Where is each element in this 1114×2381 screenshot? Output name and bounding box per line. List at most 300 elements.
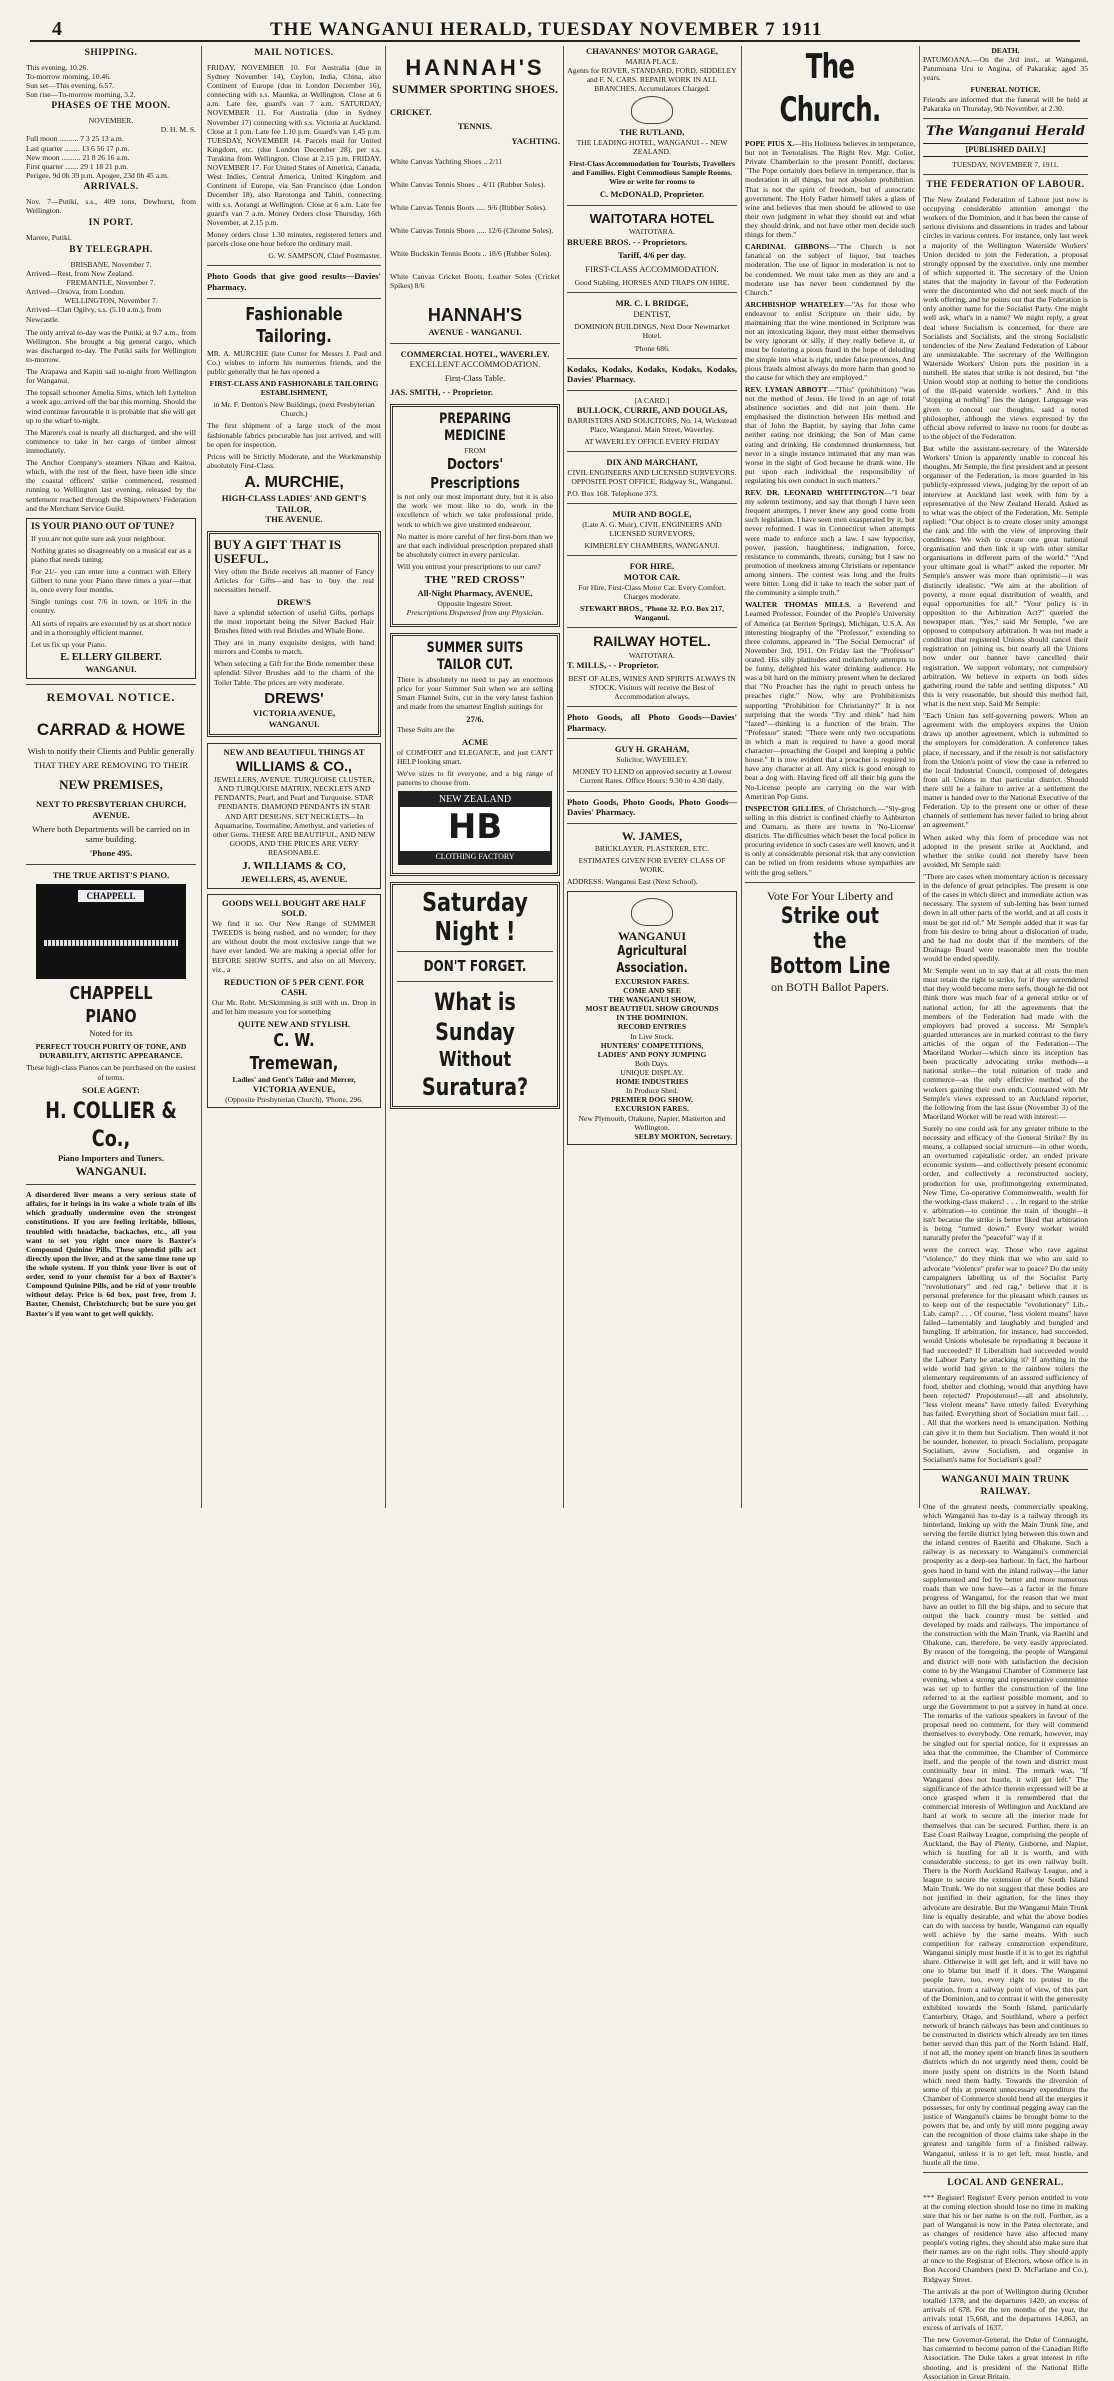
hannah-item: White Buckskin Tennis Boots .. 18/6 (Rubber Soles).	[390, 249, 552, 259]
entry-name: REV. DR. LEONARD WHITTINGTON	[745, 488, 885, 498]
entry-name: POPE PIUS X.	[745, 139, 795, 148]
divider	[390, 343, 560, 344]
ad-advertiser: E. ELLERY GILBERT.	[60, 651, 162, 663]
drews-address: VICTORIA AVENUE,	[252, 708, 336, 719]
piano-tuning-ad	[26, 518, 196, 679]
labour-paragraph: Mr Semple went on to say that at all costs the men must retain the right to strike, for if they surrendered that they would become mere serfs, though he did not think there was much fear of a general strike or of national action, for all the agreements that the members of the Federation had made with the employers had proved a success. Mr Semple's guarded utterances are in marked contrast to the fiery articles of the organ of the Federation—The Maoriland Worker—which since its inception has been practically advocating strike methods—a national strike—the total ruination of trade and commerce—as the only effective method of the workers gaining their own ends. Contrasted with Mr Semple's views expressed to an Auckland reporter, the following from the last issue (November 3) of the Maoriland Worker will be read with interest:—	[923, 966, 1088, 1121]
entry-name: INSPECTOR GILLIES	[745, 803, 824, 813]
suratura-line: Without	[438, 1047, 512, 1072]
telegraph-line: WELLINGTON, November 7.	[64, 296, 158, 306]
removal-text: Where both Departments will be carried on in same building.	[32, 823, 190, 845]
funeral-text: Friends are informed that the funeral will be held at Pakaraka on Thursday, 9th November, at 2.30.	[923, 94, 1088, 113]
tremewan-sub: Ladies' and Gent's Tailor and Mercer,	[232, 1075, 356, 1085]
telegraph-line: Arrived—Rest, from New Zealand.	[26, 269, 134, 279]
shipping-paragraph: The Anchor Company's steamers Nikau and Kaitoa, which, with the rest of the fleet, have been idle since the coastal officers' strike commenced, resumed running to Wellington last evening, released by the settlement reached through the Shipowners' Federation and the Merchant Service Guild.	[26, 458, 196, 513]
tailoring-text: FIRST-CLASS AND FASHIONABLE TAILORING ESTABLISHMENT,	[209, 378, 379, 398]
dix-text: P.O. Box 168. Telephone 373.	[567, 489, 658, 499]
entry-name: WALTER THOMAS MILLS	[745, 600, 850, 610]
drews-name: DREWS'	[264, 689, 324, 707]
collier-sub: Piano Importers and Tuners.	[57, 1153, 164, 1164]
agri-item: In Live Stock.	[630, 1031, 674, 1041]
hire-text: For Hire, First-Class Motor Car. Every Comfort. Charges moderate.	[578, 582, 726, 601]
column-4	[567, 46, 737, 1508]
removal-heading: REMOVAL NOTICE.	[46, 690, 176, 705]
moon-subheading: NOVEMBER.	[88, 116, 134, 126]
rutland-text: First-Class Accommodation for Tourists, Travellers and Families. Eight Commodious Sample Rooms. Wire or write for rooms to	[569, 159, 735, 187]
bridge-name: MR. C. I. BRIDGE,	[615, 297, 689, 308]
moon-row: Last quarter ........ 13 6 56 17 p.m.	[26, 143, 130, 153]
bullock-text: BARRISTERS AND SOLICITORS, No. 14, Wickstead Place, Wanganui. Main Street, Waverley.	[567, 415, 737, 435]
chappell-text: Noted for its	[89, 1028, 133, 1039]
graham-name: GUY H. GRAHAM,	[614, 744, 690, 755]
church-entry	[745, 488, 915, 597]
piano-illustration	[36, 884, 186, 979]
agri-name: WANGANUI	[617, 929, 686, 944]
murchie-name: A. MURCHIE,	[244, 473, 344, 491]
hannah-name: HANNAH'S	[427, 305, 523, 326]
divider	[567, 390, 737, 391]
moon-table	[26, 134, 196, 180]
graham-text: MONEY TO LEND on approved security at Lowest Current Rates. Office Hours: 9.30 to 4.30 daily.	[572, 767, 732, 786]
local-paragraph: The new Governor-General, the Duke of Connaught, has consented to become patron of the Canadian Rifle Association. The Duke takes a great interest in rifle shooting, and is president of the National Rifle Association in Great Britain.	[923, 2335, 1088, 2381]
medicine-sub: Doctors' Prescriptions	[430, 454, 520, 492]
column-5	[745, 46, 915, 1508]
ad-heading: IS YOUR PIANO OUT OF TUNE?	[31, 521, 175, 532]
agri-item: COME AND SEE	[623, 986, 681, 996]
piano-keys	[44, 940, 178, 946]
vote-line: Vote For Your Liberty and	[766, 888, 894, 903]
hb-logo-letters: HB	[447, 807, 503, 848]
commercial-text: First-Class Table.	[444, 373, 506, 384]
shipping-paragraph: The Arapawa and Kapiti sail to-night from Wellington for Wanganui.	[26, 367, 196, 386]
gift-text: They are in many exquisite designs, with hand mirrors and Combs to match.	[214, 638, 374, 657]
kodaks-ad: Kodaks, Kodaks, Kodaks, Kodaks, Kodaks, Davies' Pharmacy.	[567, 363, 737, 385]
waitotara-proprietor: BRUERE BROS. - - Proprietors.	[567, 236, 688, 247]
graham-text: Solicitor, WAVERLEY.	[616, 755, 688, 765]
bullock-name: BULLOCK, CURRIE, AND DOUGLAS,	[576, 405, 728, 416]
hannah-category: YACHTING.	[511, 135, 560, 146]
column-2	[207, 46, 381, 1508]
church-entry	[745, 804, 915, 877]
collier-name: H. COLLIER & Co.,	[45, 1099, 177, 1152]
column-6	[923, 46, 1088, 2381]
moon-row: Perigee, 9d 0h 39 p.m. Apogee, 23d 0h 45 a.m.	[26, 170, 169, 180]
chappell-agent: SOLE AGENT:	[82, 1084, 140, 1095]
divider	[207, 298, 381, 299]
divider	[26, 684, 196, 685]
muir-name: MUIR AND BOGLE,	[612, 509, 692, 520]
murchie-address: THE AVENUE.	[265, 514, 323, 525]
labour-paragraph: But while the assistant-secretary of the Waterside Workers' Union is apparently unable to conceal his thoughts, Mr Semple, the first president and at present organiser of the Federation, is more guarded in his publicly-expressed views, judging by the report of an interview at Auckland last week with him by a representative of the New Zealand Herald. Asked as to what was the object of the Federation, Mr. Semple replied: "Our object is to create closer unity amongst the rank and file with the view of improving their conditions. We wish to create one great national organisation and then link it up with other similar organisations in different parts of the world." "And your ultimate goal is what?" asked the reporter. Mr Semple's answer was more than optimistic—it was distinctly idealistic. "We aim at the abolition of poverty, a more equal distribution of wealth, and equal opportunities for all." "Your policy is in opposition to the Arbitration Act?" queried the newspaper man. "Yes," said Mr Semple, "we are opposed to compulsory arbitration. It was not made a condition that registered Unions should cancel their registration on joining us, but nearly all the Unions now under our banner have cancelled their registration. We support voluntary, not compulsory arbitration. We believe in experts on both sides gathering round the table and settling disputes." All this is very reasonable, but should this method fail, what is the next step. Said Mr Semple:	[923, 443, 1088, 709]
church-heading: The Church.	[779, 47, 881, 130]
divider	[923, 1469, 1088, 1470]
column-rule	[741, 46, 742, 1508]
railway-text: WAITOTARA.	[628, 650, 676, 660]
church-entry	[745, 385, 915, 485]
mail-signature: G. W. SAMPSON, Chief Postmaster.	[268, 251, 381, 261]
suratura-line: What is	[434, 988, 516, 1017]
telegraph-line: Arrived—Orsova, from London.	[26, 287, 126, 297]
rutland-proprietor: C. McDONALD, Proprietor.	[599, 189, 705, 200]
bridge-phone: 'Phone 686.	[634, 343, 670, 353]
suratura-line: Saturday	[422, 888, 528, 919]
rutland-name: THE RUTLAND,	[619, 127, 685, 138]
divider	[26, 864, 196, 865]
agri-item: EXCURSION FARES.	[615, 976, 689, 986]
tailoring-text: MR. A. MURCHIE (late Cutter for Messrs J. Paul and Co.) wishes to inform his numerous friends, and the public generally that he has opened a	[207, 348, 381, 376]
published-daily: [PUBLISHED DAILY.]	[923, 143, 1088, 157]
inport-text: Marere, Putiki.	[26, 232, 72, 242]
bridge-text: DOMINION BUILDINGS, Next Door Newmarket Hotel.	[574, 322, 730, 341]
redcross-name: THE "RED CROSS"	[424, 574, 526, 587]
moon-row: New moon .......... 21 8 26 16 a.m.	[26, 152, 130, 162]
photo-goods-ad: Photo Goods, Photo Goods, Photo Goods—Davies' Pharmacy.	[567, 796, 737, 818]
tide-line: To-morrow morning, 10.46.	[26, 71, 111, 81]
tailoring-text: The first shipment of a large stock of the most fashionable fabrics procurable has just arrived, and will be open for inspection.	[207, 421, 381, 449]
royal-crest-icon	[631, 96, 673, 124]
ad-text: If you are not quite sure ask your neighbour.	[31, 533, 166, 543]
suratura-line: DON'T FORGET.	[423, 957, 527, 976]
rutland-text: THE LEADING HOTEL, WANGANUI - - NEW ZEALAND.	[576, 137, 728, 157]
gift-text: Very often the Bride receives all manner of Fancy Articles for Gifts—and has to buy the real necessities herself.	[214, 566, 374, 594]
divider	[567, 555, 737, 556]
removal-premises: NEW PREMISES,	[59, 776, 163, 792]
williams-heading: NEW AND BEAUTIFUL THINGS AT	[223, 746, 365, 757]
church-entry	[745, 600, 915, 800]
drews-town: WANGANUI.	[268, 719, 320, 730]
tremewan-heading: GOODS WELL BOUGHT ARE HALF SOLD.	[222, 897, 366, 919]
suits-text: These Suits are the	[397, 725, 455, 734]
funeral-heading: FUNERAL NOTICE.	[970, 85, 1041, 95]
newspaper-title: THE WANGANUI HERALD, TUESDAY NOVEMBER 7 1911	[270, 19, 823, 40]
suits-price: 27/6.	[466, 714, 484, 725]
chavannes-heading: CHAVANNES' MOTOR GARAGE,	[585, 46, 719, 56]
dateline: TUESDAY, NOVEMBER 7, 1911.	[952, 160, 1059, 170]
entry-text: , a Reverend and Learned Professor, Founder of the People's University of America (at Berrien Springs), Michigan, U.S.A. An interesting biography of the "Professor," extending to three columns, appeared in "The Social Democrat" of November 3rd, 1911. On Friday last the "Professor" orated. His silly platitudes and melancholy attempts to be funny, delighted his water drinking audience. He was a bit hard on the ministry present when he declared that "No Preacher has the right to preach unless he preaches right." Now, why are Prohibitionists supporting "Prohibition for Christianity?" It is not surprising that the words "Try and think" had him "fazed"—thinking is a function of the brain. The "Professor" stated: "There were only two occupations in which a man is required to have a good moral character—preaching the Gospel and keeping a public house." It is now evident that a preacher is required to have any character at all. Any stick is good enough to beat a dog with. Having fired off all their big guns the No-License people are carrying on the war with American Pop Guns.	[745, 600, 916, 801]
divider	[923, 118, 1088, 119]
agri-item: UNIQUE DISPLAY.	[620, 1068, 684, 1078]
divider	[923, 174, 1088, 175]
death-text: PATUMOANA.—On the 3rd inst., at Wanganui, Patumoana Uru te Angina, of Pakaraka; aged 35 years.	[923, 55, 1088, 83]
bullock-card: [A CARD.]	[634, 396, 670, 406]
redcross-address: Opposite Ingestre Street.	[437, 598, 513, 608]
agri-item: HUNTERS' COMPETITIONS,	[600, 1040, 704, 1050]
divider	[923, 2172, 1088, 2173]
labour-heading: THE FEDERATION OF LABOUR.	[926, 180, 1085, 191]
medicine-text: is not only our most important duty, but it is also the work we most like to do, work in the excellence of which we take professional pride, work to which we give unstinted endeavour.	[397, 492, 553, 529]
arrivals-text: Nov. 7—Putiki, s.s., 409 tons, Dewhurst, from Wellington.	[26, 196, 196, 215]
hire-text: STEWART BROS., 'Phone 32. P.O. Box 217, Wanganui.	[579, 604, 725, 623]
hannah-item: White Canvas Yachting Shoes .. 2/11	[390, 156, 503, 166]
artist-heading: THE TRUE ARTIST'S PIANO.	[52, 869, 170, 880]
suratura-line: Sunday	[435, 1018, 515, 1047]
chappell-text: PERFECT TOUCH PURITY OF TONE, AND DURABILITY, ARTISTIC APPEARANCE.	[35, 1042, 187, 1061]
hb-logo-top: NEW ZEALAND	[400, 793, 550, 807]
ad-text: For 21/- you can enter into a contract with Ellery Gilbert to tune your Piano three times a year—that is, once every four months.	[31, 566, 191, 595]
agri-item: RECORD ENTRIES	[617, 1022, 687, 1032]
entry-text: —"I bear my solemn testimony, and say that though I have seen frequent attempts, I never knew any good come from such legislation. I have seen men exasperated by it, but never reformed. I was in Connecticut when attempts were made to enforce such a law. I saw hypocrisy, power, passion, haughtiness, indignation, force, resistance to commands, threats, cursing; but I saw no promotion of meekness among Christians or repentance among sinners. The contest was long and the fruits were bitter. Long did it take to teach the sober part of the community a simple truth."	[745, 488, 916, 598]
column-rule	[201, 46, 202, 1508]
suits-text: of COMFORT and ELEGANCE, and just CAN'T HELP looking smart.	[397, 747, 553, 766]
labour-paragraph: "There are cases when momentary action is necessary in the defence of great principles. The present is one of the cases in which direct and immediate action was necessary. The system of sub-letting has been turned down in all other parts of the world, and at all costs it must be got rid of." Mr Semple added that it was far from his desire to bring about a dislocation of trade, and he had no doubt that if the members of the Drainage Board were reasonable men the trouble would be ended speedily.	[923, 871, 1088, 963]
divider	[745, 882, 915, 883]
hannah-category: CRICKET.	[390, 106, 432, 117]
removal-phone: 'Phone 495.	[89, 847, 133, 858]
suratura-ad	[390, 882, 560, 1109]
masthead	[30, 18, 1080, 42]
photo-goods-ad: Photo Goods that give good results—Davies' Pharmacy.	[207, 271, 381, 292]
james-text: BRICKLAYER, PLASTERER, ETC.	[594, 844, 710, 853]
church-entry	[745, 300, 915, 382]
bridge-text: DENTIST,	[633, 308, 671, 319]
labour-paragraph: "Each Union has self-governing powers. When an agreement with the employers expires the Union draws up another agreement, which is submitted to the employers for consideration. A conference takes place, if necessary, and if the result is not satisfactory from the Union's point of view the case is referred to the local Industrial Council, composed of delegates from all Unions in that particular district. Should there still be a failure to arrive at a settlement the matter is handed over to the National Executive of the Federation. Up to the present one or other of these channels of settlement has never failed to bring about an agreement."	[923, 711, 1088, 830]
tremewan-text: We find it so. Our New Range of SUMMER TWEEDS is being rushed, and no wonder; for they are without doubt the most exclusive range that we have ever landed. We are making a special offer for BEFORE SHOW SUITS, and also on all Mercery, viz., a	[212, 919, 376, 974]
chavannes-address: MARIA PLACE.	[625, 56, 679, 66]
entry-text: —"This" (prohibition) "was not the method of Jesus. He lived in an age of total abstinence societies and did not join them. He emphasised the distinction between His method and that of John the Baptist, by saying that John came neither eating nor drinking; the Son of Man came eating and drinking. He condemned drunkenness, but never in a single instance intimated that any man was worse in the sight of God because he drank wine. He put upon each individual the responsibility of regulating his own conduct in such matters."	[745, 384, 915, 485]
column-rule	[919, 46, 920, 1508]
redcross-footer: Prescriptions Dispensed from any Physician.	[406, 607, 544, 617]
removal-text: THAT THEY ARE REMOVING TO THEIR	[33, 760, 189, 771]
agri-item: New Plymouth, Otakune, Napier, Masterton and Wellington.	[578, 1113, 726, 1132]
page-number: 4	[52, 18, 63, 40]
muir-text: (Late A. G. Muir), CIVIL ENGINEERS AND LICENSED SURVEYORS,	[582, 520, 722, 539]
bullock-text: AT WAVERLEY OFFICE EVERY FRIDAY	[584, 437, 720, 447]
divider	[567, 738, 737, 739]
trunk-text: One of the greatest needs, commercially speaking, which Wanganui has to-day is a railway through its hinterland, linking up with the Main Trunk line, and serving the fertile district lying between this town and the inland centres of Raetihi and Ohakune. Such a railway is as necessary to Wanganui's commercial prosperity as a deep-sea harbour. In fact, the harbour goes hand in hand with the inland railway—the latter supplemented and fed by better and more numerous roads than we now have—as a factor in the future progress of Wanganui, for the reason that we must have an outlet to fill the big ships, and to secure that output the back country must be settled and developed by roads and railways. The importance of the construction with the Main Trunk, via Raetihi and Ohakune, can, therefore, be very easily appreciated. By reason of the foregoing, the people of Wanganui and district will note with satisfaction the decision come to by the Wanganui Chamber of Commerce last evening, when a strong and representative committee was set up to further the construction of the line referred to at the earliest possible moment, and to urge the Government to put a survey in hand at once. The remarks of the various speakers in favour of the proposal need no comment, for they will commend themselves to everybody. One remark, however, may be singled out for special notice, for it expresses an idea that the committee, the Chamber of Commerce itself, and the people of the town and district must continually bear in mind. The remark was, "If Wanganui does not hustle, it will get left." The significance of the advice therein expressed will be at once grasped when it is remembered that the commercial interests of Wellington and Auckland are hard at work to secure all the interior trade for themselves that can be secured. Further, there is an East Coast Railway League, comprising the people of Auckland, the Bay of Plenty, Gisborne, and Napier, which is hustling for all it is worth, and with considerable success, to get its own railway built. There is the North Auckland Railway League, and a league to secure the extension of the South Island Main Trunk. We do not suggest that these bodies are not justified in their agitation, for the lines they advocate are desirable. But the Wanganui Main Trunk line is equally desirable, and what the above bodies can do with success by hustle, Wanganui can equally well achieve by the same means. With such competition for railway construction expenditure, Wanganui simply must hustle if it is to get its rightful share. Otherwise it will get left, and it will have no one to blame but itself if it does. The Wanganui people have, too, every right to protest to the starvation, from a railway point of view, of this part of the Dominion, and to contrast it with the generosity exhibited towards the South Island, particularly Canterbury, Otago, and Southland, where a perfect network of branch railways has been and continues to be constructed in districts which already are ten times better served than this part of the North Island. Half, if not all, the money spent on branch lines in southern districts which do not urgently need them, could be more justly spent on districts in the North Island which need them badly. Towards the diversion of some of this at present unnecessary expenditure the Chamber of Commerce should bend all the energies it possesses, for only by continual pegging away can the justice of Wanganui's claims be brought home to the powers that be, and only by still more pegging away can the recognition of those claims take shape in the greatest and tangible form of a finished railway. Wanganui, unless it is to get left, must hustle, and hustle all the time.	[923, 1501, 1088, 2167]
suits-acme: ACME	[461, 737, 489, 748]
tremewan-address: (Opposite Presbyterian Church), 'Phone, 296.	[225, 1095, 363, 1104]
divider	[26, 1184, 196, 1185]
commercial-proprietor: JAS. SMITH, - - Proprietor.	[390, 386, 493, 397]
tailoring-text: Prices will be Strictly Moderate, and the Workmanship absolutely First-Class.	[207, 451, 381, 470]
inport-heading: IN PORT.	[88, 218, 134, 229]
vote-line: Strike out the	[780, 903, 880, 954]
moon-columns: D. H. M. S.	[160, 125, 196, 135]
divider	[567, 451, 737, 452]
divider	[567, 823, 737, 824]
mail-text: FRIDAY, NOVEMBER 10. For Australia (due in Sydney November 14), Ceylon, India, China, also Continent of Europe (due in London December 16), connecting with s.s. Maunka, at Wellington. Close at 6 a.m. Late fee, guard's van 7 a.m. SATURDAY, NOVEMBER 11. For Australia (due in Sydney November 17) connecting with s.s. Victoria at Auckland. Close at 1 p.m. Late fee 1.10 p.m. Guard's van 1.45 p.m. TUESDAY, NOVEMBER 14. Parcels mail for United Kingdom, etc. (due London December 28), per s.s. Turakina from Wellington. Close at 2.15 p.m. FRIDAY, NOVEMBER 17. For United States of America, Canada, West Indies, Central America, United Kingdom and Continent of Europe, via San Francisco (due London December 18), also Rarotonga and Tahiti, connecting with s.s. Aorangi at Wellington. Close at 6 a.m. Late fee guard's van 7 a.m. Money Orders close Thursday, 16th November, at 2.15 p.m.	[207, 62, 381, 227]
column-rule	[385, 46, 386, 1508]
agri-signature: SELBY MORTON, Secretary.	[634, 1131, 732, 1141]
williams-name: WILLIAMS & CO.,	[236, 757, 352, 774]
hannah-item: White Canvas Tennis Shoes .. 4/11 (Rubber Soles).	[390, 179, 546, 189]
death-heading: DEATH.	[991, 46, 1020, 55]
entry-name: CARDINAL GIBBONS	[745, 242, 829, 252]
summer-suits-ad	[390, 633, 560, 876]
suits-text: There is absolutely no need to pay an enormous price for your Summer Suit when we are selling Smart Flannel Suits, cut in the very latest fashion and made from the smartest English suitings for	[397, 674, 553, 712]
tremewan-name: C. W. Tremewan,	[249, 1030, 339, 1074]
column-3	[390, 46, 560, 1508]
entry-name: REV. LYMAN ABBOTT	[745, 384, 828, 394]
shipping-paragraph: The topsail schooner Amelia Sims, which left Lyttelton a week ago, arrived off the bar this morning. Should the wind continue favourable it is probable that she will get up to the wharf to-night.	[26, 388, 196, 425]
collier-town: WANGANUI.	[75, 1164, 147, 1179]
tailoring-heading: Fashionable Tailoring.	[245, 303, 343, 348]
hannah-item: White Canvas Tennis Boots ..... 9/6 (Rubber Soles).	[390, 202, 547, 212]
hannah-address: AVENUE - WANGANUI.	[428, 326, 522, 337]
agri-item: HOME INDUSTRIES	[615, 1077, 689, 1087]
waitotara-text: Good Stabling. HORSES AND TRAPS ON HIRE.	[574, 277, 730, 287]
tide-line: Sun set—This evening, 6.57.	[26, 81, 115, 91]
hire-heading: FOR HIRE.	[629, 561, 675, 572]
entry-text: —"The Church is not fanatical on the subject of liquor, but teaches moderation. The use of liquor in moderation is not to be condemned. We must take men as they are and a moderate use has never been condemned by the Church."	[745, 242, 915, 297]
labour-paragraph: The New Zealand Federation of Labour just now is occupying considerable attention amongst the workers of the Dominion, and it has been the cause of serious divisions and dissentions in trades and labour circles in various centres. For instance, only last week a majority of the Wellington Waterside Workers' Union decided to join the Federation, a proposal strongly opposed by the executive, only one member of which supported it. The secretary of the Union states that the majority in favour of the Federation were the discontented who did not seek much of the work offering, and he points out that the Federation is only another name for the Socialist Party. One might well ask, what's in a name? We might reply, a great deal where Socialism is concerned, for there are Socialists and Socialists, and the strong Socialistic tendencies of the New Zealand Federation of Labour are unmistakable. The secretary of the Wellington Waterside Workers' Union puts the position in a nutshell. He states that strike is not desired, but "the Union would stop at nothing to better the conditions of the ill-paid waterside workers." And in this "stopping at nothing" lies the danger. Language was given to conceal our thoughts, said a noted philosopher, although the views expressed by the official above referred to leave no room for doubt as to the object of the Federation.	[923, 195, 1088, 441]
telegraph-line: FREMANTLE, November 7.	[66, 278, 156, 288]
photo-goods-ad: Photo Goods, all Photo Goods—Davies' Pharmacy.	[567, 712, 737, 733]
labour-paragraph: When asked why this form of procedure was not adopted in the present strike at Auckland, and whether the strike could not thereby have been avoided, Mr Semple said:	[923, 832, 1088, 869]
railway-text: BEST OF ALES, WINES AND SPIRITS ALWAYS IN STOCK. Visitors will receive the Best of Accommodation always.	[568, 673, 736, 701]
church-entry	[745, 242, 915, 297]
removal-text: Wish to notify their Clients and Public generally	[27, 746, 195, 757]
mail-heading: MAIL NOTICES.	[254, 48, 334, 58]
gift-sub: DREW'S	[277, 597, 311, 608]
chappell-name: CHAPPELL PIANO	[69, 983, 153, 1027]
ad-text: Let us fix up your Piano.	[31, 639, 107, 649]
medicine-text: Will you entrust your prescriptions to our care?	[397, 562, 541, 572]
hannah-item: White Canvas Tennis Shoes ..... 12/6 (Chrome Soles).	[390, 226, 554, 236]
tremewan-ad	[207, 894, 381, 1109]
labour-paragraph: Surely no one could ask for any greater tribute to the necessity and efficacy of the General Strike? By its means, a collapsed social structure—in other words, an overturned capitalistic order, an ended private economic system—and collectively present economic order, and collectively a reconstructed society, production for use, profitmongering exterminated, New Time, Co-operative Commonwealth, wealth for the working-class makers! . . . In regard to the strike v. arbitration—to continue the train of thought—it isn't because the strike is better liked that arbitration is being "turned down." Every worker would naturally prefer the "peaceful" way if it	[923, 1123, 1088, 1243]
tide-line: Sun rise—To-morrow morning, 3.2.	[26, 90, 136, 100]
tailoring-text: in Mr. F. Denton's New Buildings, (next Presbyterian Church.)	[213, 400, 375, 419]
suratura-line: Suratura?	[421, 1073, 529, 1102]
murchie-sub: HIGH-CLASS LADIES' AND GENT'S TAILOR,	[221, 492, 367, 514]
association-emblem-icon	[631, 898, 673, 926]
chavannes-text: Agents for ROVER, STANDARD, FORD, SIDDELEY and F. N. CARS. REPAIR WORK IN ALL BRANCHES. Accumulators Charged.	[567, 65, 737, 94]
agri-item: EXCURSION FARES.	[615, 1104, 689, 1114]
gift-heading: BUY A GIFT THAT IS USEFUL.	[214, 537, 342, 567]
hannah-name: HANNAH'S	[405, 55, 545, 80]
vote-line: on BOTH Ballot Papers.	[771, 979, 889, 994]
shipping-heading: SHIPPING.	[84, 48, 138, 58]
hannah-item: White Canvas Cricket Boots, Leather Soles (Cricket Spikes) 8/6	[390, 272, 560, 291]
telegraph-line: Arrived—Clan Ogilvy, s.s. (5.10 a.m.), from Newcastle.	[26, 305, 162, 324]
piano-nameplate: CHAPPELL	[78, 890, 144, 902]
column-rule	[563, 46, 564, 1508]
waitotara-text: Tariff, 4/6 per day.	[617, 250, 687, 261]
local-paragraph: The arrivals at the port of Wellington during October totalled 1378, and the departures 1420, an excess of arrivals of 678. For the ten months of the year, the arrivals total 15,668, and the departures 14,863, an excess of arrivals of 1637.	[923, 2286, 1088, 2333]
dix-text: CIVIL ENGINEERS AND LICENSED SURVEYORS. OPPOSITE POST OFFICE, Ridgway St., Wanganui.	[567, 468, 737, 487]
agri-item: PREMIER DOG SHOW.	[611, 1095, 693, 1105]
waitotara-name: WAITOTARA HOTEL	[589, 211, 715, 227]
williams-signature: J. WILLIAMS & CO,	[242, 860, 346, 873]
moon-row: First quarter ....... 29 1 18 21 p.m.	[26, 161, 129, 171]
hb-logo-bottom: CLOTHING FACTORY	[400, 851, 550, 863]
herald-nameplate: The Wanganui Herald	[925, 123, 1085, 139]
agri-item: IN THE DOMINION.	[616, 1013, 688, 1023]
waitotara-text: FIRST-CLASS ACCOMMODATION.	[585, 264, 719, 275]
james-text: ESTIMATES GIVEN FOR EVERY CLASS OF WORK.	[578, 856, 726, 875]
tremewan-offer: REDUCTION OF 5 PER CENT. FOR CASH.	[224, 976, 364, 998]
divider	[567, 358, 737, 359]
arrivals-heading: ARRIVALS.	[83, 181, 139, 192]
agricultural-ad	[567, 891, 737, 1144]
muir-text: KIMBERLEY CHAMBERS, WANGANUI.	[584, 541, 720, 551]
entry-text: —"As for those who endeavour to enlist Scripture on their side, by maintaining that the wine mentioned in Scripture was not an intoxicating liquor, they must either themselves be very ignorant or silly, if they really believe it, or must be fostering a pious fraud in the hope of deluding the simple into what is right, under false pretences. And pious frauds almost always do more harm than good to the cause for which they are employed."	[745, 299, 916, 382]
tide-lines	[26, 63, 196, 99]
divider	[567, 503, 737, 504]
tremewan-text: QUITE NEW AND STYLISH.	[237, 1019, 351, 1030]
divider	[567, 292, 737, 293]
tide-line: This evening, 10.26.	[26, 62, 89, 72]
gift-text: have a splendid selection of useful Gifts, perhaps the most important being the Silver Backed Hair Brushes fitted with real Bristles and Whale Bone.	[214, 607, 374, 636]
divider	[567, 205, 737, 206]
shipping-paragraph: The only arrival to-day was the Putiki, at 9.7 a.m., from Wellington. She brought a big general cargo, which was discharged to-day. The Putiki sails for Wellington to-morrow.	[26, 327, 196, 364]
james-text: ADDRESS: Wanganui East (Next School).	[567, 877, 698, 887]
gift-text: When selecting a Gift for the Bride remember these splendid Silver Brushes add to the charm of the Toilet Table. The prices are very moderate.	[214, 659, 374, 687]
suits-heading: SUMMER SUITS TAILOR CUT.	[426, 639, 524, 674]
divider	[567, 791, 737, 792]
dix-name: DIX AND MARCHANT,	[606, 457, 698, 468]
medicine-ad	[390, 404, 560, 627]
liver-pills-ad: A disordered liver means a very serious state of affairs, for it brings in its wake a whole train of ills which gradually undermine even the strongest constitutions. If you are feeling irritable, bilious, troubled with headache, backaches, etc., all you want to set you right once more is Baxter's Compound Quinine Pills. These splendid pills act directly upon the liver, and at the same time tone up the whole system. If you think your liver is out of order, send to your chemist for a box of Baxter's Compound Quinine Pills, and be rid of your trouble without delay. Price is 6d box, post free, from J. Baxter, Chemist, Christchurch; but be sure you get Baxter's if you want to get well quickly.	[26, 1190, 196, 1318]
james-name: W. JAMES,	[621, 829, 683, 843]
divider	[567, 627, 737, 628]
agri-item: THE WANGANUI SHOW,	[608, 995, 696, 1005]
agri-item: In Produce Shed.	[625, 1086, 679, 1096]
agri-item: MOST BEAUTIFUL SHOW GROUNDS	[585, 1004, 719, 1014]
local-paragraph: *** Register! Register! Every person entitled to vote at the coming election should lose no time in making sure that his or her name is on the roll. Further, as a part of Wanganui is now in the Patea electorate, and as changes of residence have also affected many people's voting rights, they should also make sure that their names are on the right rolls. They should apply at once to the Registrar of Electors, whose office is in Bon Accord Chambers (next D. McFarlane and Co.), Ridgway Street.	[923, 2192, 1088, 2284]
church-entry	[745, 139, 915, 239]
agri-sub: Agricultural Association.	[616, 944, 688, 976]
ad-town: WANGANUI.	[85, 664, 137, 675]
moon-heading: PHASES OF THE MOON.	[51, 101, 171, 112]
divider	[207, 265, 381, 266]
railway-proprietor: T. MILLS, - - Proprietor.	[567, 659, 659, 670]
williams-text: JEWELLERS, AVENUE. TURQUOISE CLUSTER, AND TURQUOISE MATRIX, NECKLETS AND PENDANTS, Pearl, and Pearl and Turquoise. STAR PENDANTS. DIAMOND PENDANTS IN STAR AND ART DESIGNS. SET NECKLETS—In Aquamarine, Tourmaline, Amethyst, and varieties of other Gems. THESE ARE BEAUTIFUL, AND NEW GOODS, AND THE PRICES ARE VERY REASONABLE.	[212, 775, 376, 858]
suits-text: We've sizes to fit everyone, and a big range of patterns to choose from.	[397, 769, 553, 788]
ad-text: Nothing grates so disagreeably on a musical ear as a piano that needs tuning.	[31, 545, 191, 564]
waitotara-text: WAITOTARA.	[628, 227, 676, 237]
labour-continuation: were the correct way. Those who rave against "violence," do they think that we who are said to advocate "violence" prefer war to peace? Do the unity campaigners labelling us of the Socialist Party "revolutionary" and red rag," believe that it is personal preference for the pleasant which causes us to keep out of the respectable "evolutionary" Lib.-Lab. camp? . . . Of course, "less violent means" have failed—lamentably and laughably and bungled and bungling. If arbitration, for instance, had succeeded, would Unions wholesale be repudiating it because it had succeeded? If Liberalism had succeeded would the Labour Party be attacking it? If anything in the wide world had given to the rainbow toilers the elementary requirements of an assured sufficiency of food, shelter and clothing, would that anything have been rejected? Preposterous!—all and absolutely, "less violent means" have utterly failed. Everything has failed. Everything short of Socialism must fail. . . . All that the workers need is emancipation. Nothing can give it to them but Socialism. Then would it not be sounder, honester, to preach Socialism, propagate Socialism, avow Socialism, and organise in Socialism's name for Socialism's goal?	[923, 1245, 1088, 1464]
hire-sub: MOTOR CAR.	[623, 572, 681, 583]
entry-text: , of Christchurch.—"Sly-grog selling in this district is confined chiefly to Ashburton and Oamaru, as there are towns in 'No-License' districts. The difficulties which beset the local police in procuring evidence in such cases are well known, and it is only at considerable personal risk that any conviction can be relied on from residents whose sympathies are with the grog sellers."	[745, 803, 915, 877]
hb-logo	[398, 791, 552, 865]
ad-text: Single tunings cost 7/6 in town, or 10/6 in the country.	[31, 597, 191, 616]
removal-text: NEXT TO PRESBYTERIAN CHURCH, AVENUE.	[36, 799, 186, 820]
entry-name: ARCHBISHOP WHATELEY	[745, 299, 845, 309]
williams-signature: JEWELLERS, 45, AVENUE.	[240, 873, 348, 884]
local-heading: LOCAL AND GENERAL.	[947, 2177, 1064, 2188]
williams-ad	[207, 743, 381, 889]
column-1	[26, 46, 196, 1508]
moon-row: Full moon .......... 7 3 25 13 a.m.	[26, 134, 124, 144]
hannah-category: TENNIS.	[457, 121, 493, 132]
mail-text: Money orders close 1.30 minutes, registered letters and parcels close one hour before the ordinary mail.	[207, 229, 381, 248]
agri-item: LADIES' AND PONY JUMPING	[597, 1049, 707, 1059]
entry-text: —His Holiness believes in temperance, but not in Teetotalism. The Right Rev. Mgr. Colier, Private Chamberlain to the present Pontiff, declares: "The Pope certainly does believe in temperance, that is moderation in all things, but not absolute prohibition. That is not the spirit of freedom, but of autocratic government. The Holy Father himself takes a glass of wine and believes that men should be allowed to use their own judgment in what they should eat and what they should drink, and not have other men decide such things for them."	[745, 139, 915, 240]
suratura-line: Night !	[434, 916, 516, 947]
vote-line: Bottom Line	[769, 954, 891, 980]
medicine-heading: PREPARING MEDICINE	[439, 410, 511, 445]
medicine-from: FROM	[464, 445, 486, 455]
agri-item: Both Days.	[634, 1058, 670, 1068]
shipping-paragraph: The Marere's coal is nearly all discharged, and she will commence to take in her cargo of timber almost immediately.	[26, 427, 196, 455]
tremewan-address: VICTORIA AVENUE,	[252, 1084, 336, 1095]
railway-name: RAILWAY HOTEL.	[593, 633, 711, 650]
telegraph-heading: BY TELEGRAPH.	[69, 245, 153, 256]
commercial-name: COMMERCIAL HOTEL, WAVERLEY.	[400, 348, 550, 359]
divider	[567, 706, 737, 707]
trunk-heading: WANGANUI MAIN TRUNK RAILWAY.	[941, 1474, 1070, 1497]
telegraph-lines	[26, 260, 196, 324]
medicine-text: No matter is more careful of her first-born than we are that each individual prescription prepared shall be absolutely correct in every particular.	[397, 531, 553, 559]
redcross-sub: All-Night Pharmacy, AVENUE,	[417, 587, 533, 598]
tremewan-text: Our Mr. Robt. McSkimming is still with us. Drop in and let him measure you for something	[212, 998, 376, 1017]
telegraph-line: BRISBANE, November 7.	[70, 259, 152, 269]
gift-ad	[207, 531, 381, 737]
chappell-text: These high-class Pianos can be purchased on the easiest of terms.	[26, 1063, 196, 1082]
divider	[397, 951, 553, 952]
